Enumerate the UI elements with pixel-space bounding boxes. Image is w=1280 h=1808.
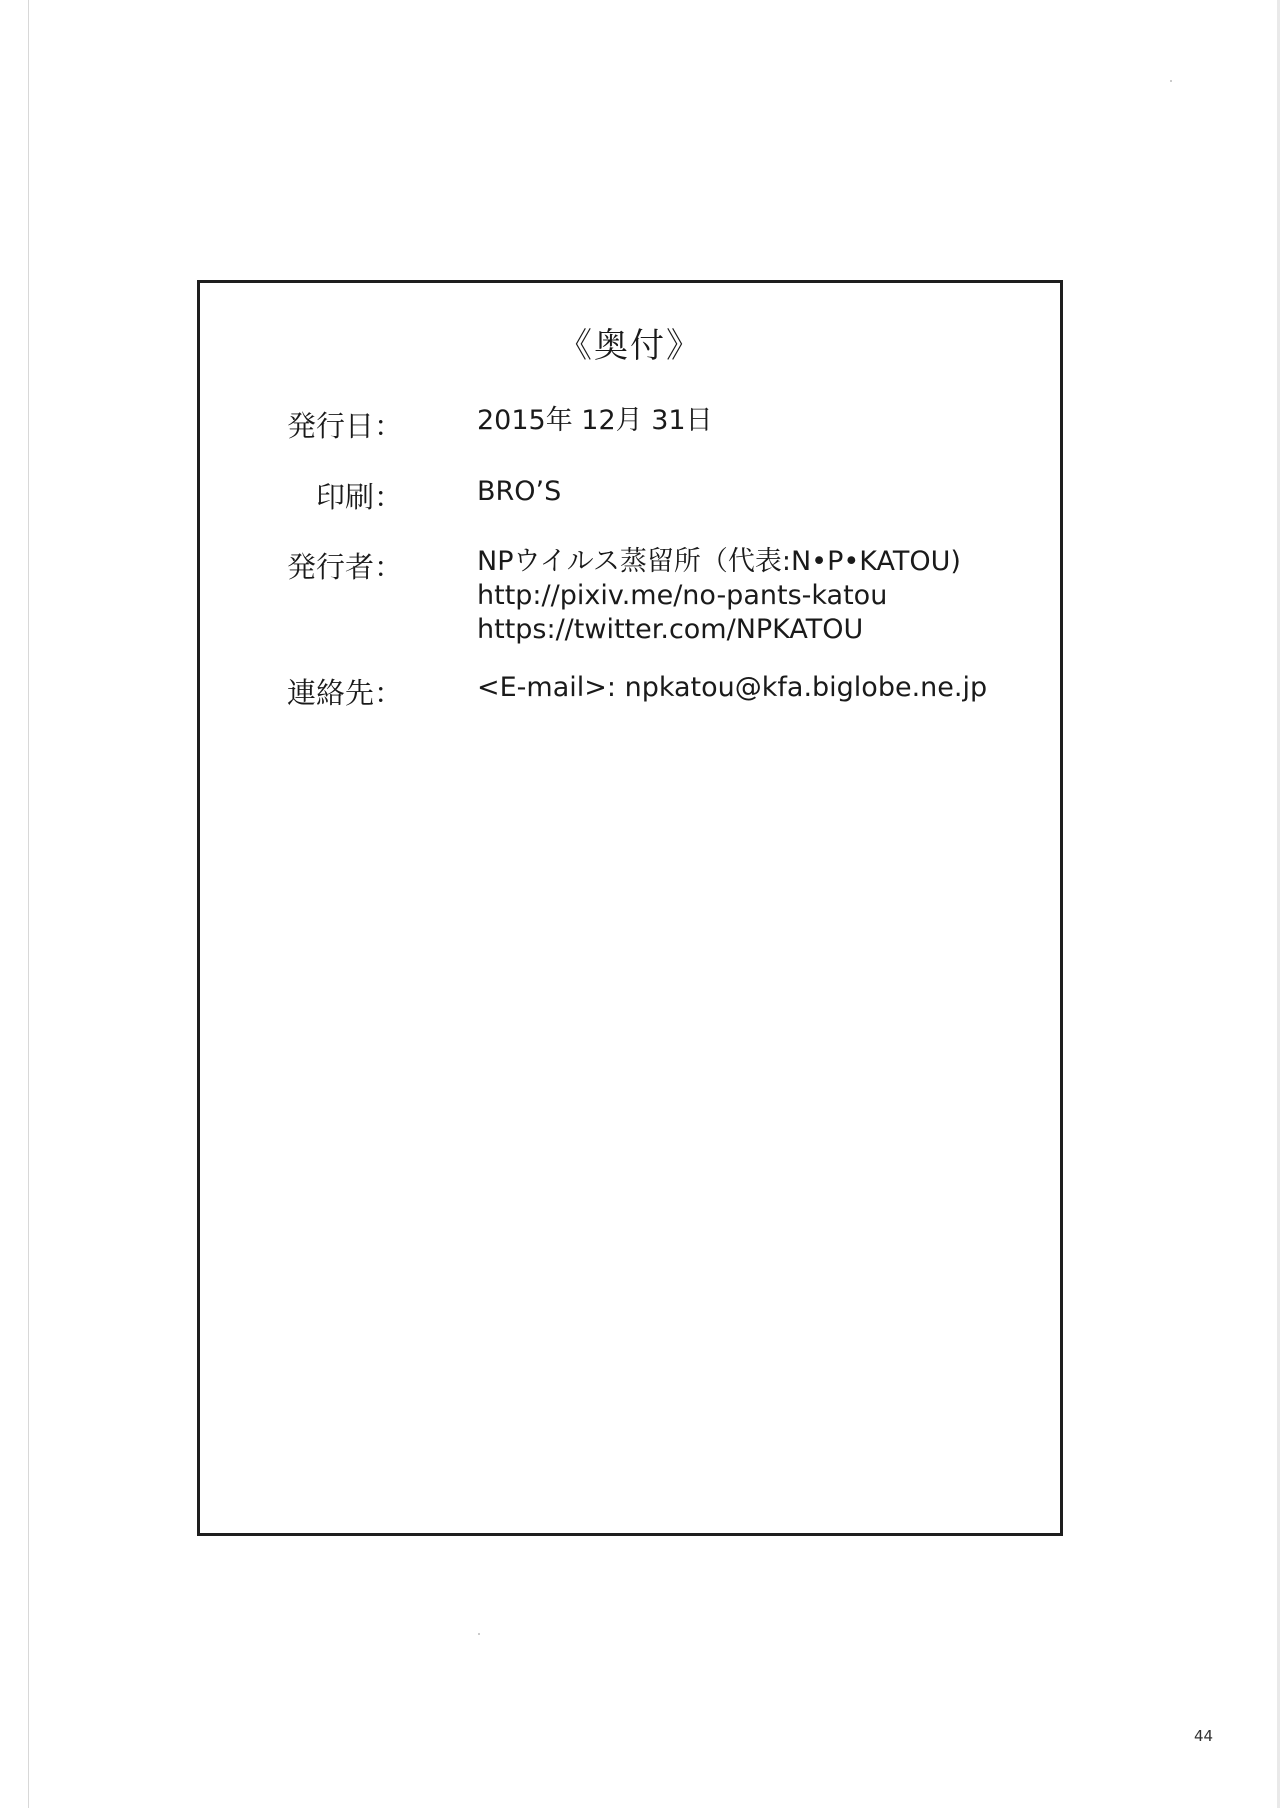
printer-value: [477, 475, 561, 509]
colophon-title: 《奥付》: [558, 326, 702, 366]
printer-text: BRO’S: [477, 476, 562, 507]
publish-date-label: 発行日：: [286, 409, 403, 443]
publisher-name: NPウイルス蒸留所（代表:N•P•KATOU): [477, 546, 961, 577]
page-left-edge: [28, 0, 29, 1808]
printer-label: 印刷：: [315, 480, 403, 514]
contact-email[interactable]: <E-mail>: npkatou@kfa.biglobe.ne.jp: [477, 672, 988, 703]
publisher-value: [477, 545, 961, 647]
publisher-twitter-link[interactable]: https://twitter.com/NPKATOU: [477, 614, 864, 645]
publish-date-text: 2015年 12月 31日: [477, 405, 713, 436]
publish-date-value: [477, 404, 713, 438]
page-number: 44: [1194, 1727, 1214, 1745]
paper-speck: [478, 1633, 480, 1635]
contact-value: [477, 671, 987, 705]
colophon-box: [197, 280, 1063, 1536]
paper-speck: [1170, 80, 1172, 82]
publisher-pixiv-link[interactable]: http://pixiv.me/no-pants-katou: [477, 580, 888, 611]
contact-label: 連絡先：: [286, 676, 403, 710]
publisher-label: 発行者：: [286, 550, 403, 584]
